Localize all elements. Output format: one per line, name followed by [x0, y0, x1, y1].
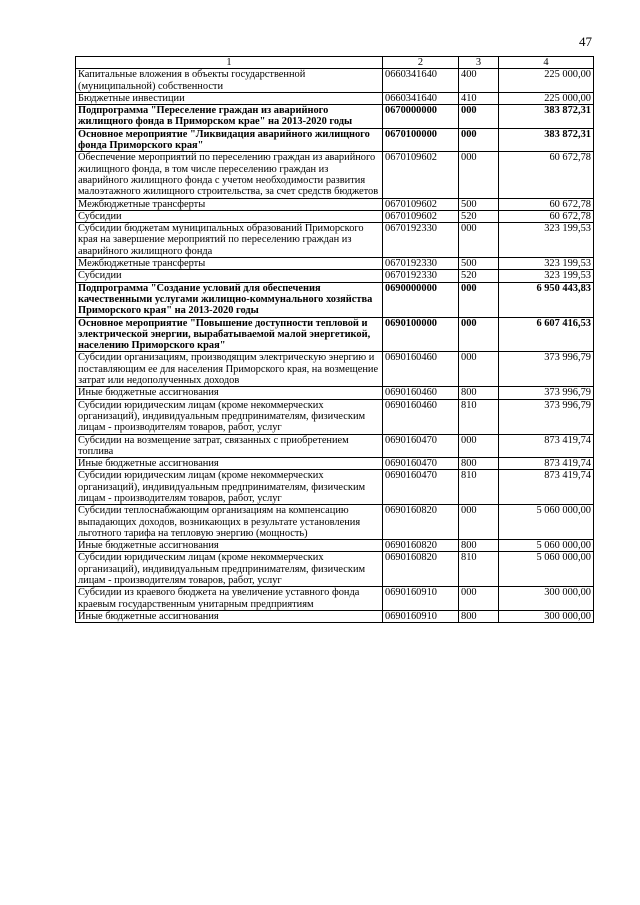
row-name-cell: Субсидии юридическим лицам (кроме некоммерческих организаций), индивидуальным предпринимателям, физическим лицам - производителям товаров, работ, услуг — [76, 399, 383, 434]
table-row — [76, 282, 594, 317]
row-amount-cell: 6 950 443,83 — [499, 282, 594, 317]
table-row — [76, 198, 594, 210]
row-code-cell: 0670100000 — [383, 128, 459, 152]
row-type-cell: 000 — [459, 352, 499, 387]
row-type-cell: 520 — [459, 210, 499, 222]
row-code-cell: 0670000000 — [383, 105, 459, 129]
table-row — [76, 258, 594, 270]
table-row — [76, 387, 594, 399]
row-code-cell: 0660341640 — [383, 69, 459, 93]
table-row — [76, 105, 594, 129]
row-code-cell: 0690160460 — [383, 399, 459, 434]
row-code-cell: 0690160910 — [383, 610, 459, 622]
row-amount-cell: 323 199,53 — [499, 270, 594, 282]
row-type-cell: 000 — [459, 105, 499, 129]
table-row — [76, 92, 594, 104]
table-row — [76, 587, 594, 611]
row-amount-cell: 383 872,31 — [499, 105, 594, 129]
row-type-cell: 800 — [459, 458, 499, 470]
row-name-cell: Межбюджетные трансферты — [76, 198, 383, 210]
header-col-3: 3 — [459, 57, 499, 69]
row-name-cell: Бюджетные инвестиции — [76, 92, 383, 104]
row-code-cell: 0690160470 — [383, 470, 459, 505]
row-code-cell: 0690160470 — [383, 458, 459, 470]
row-name-cell: Подпрограмма "Переселение граждан из аварийного жилищного фонда в Приморском крае" на 2013-2020 годы — [76, 105, 383, 129]
row-code-cell: 0690160820 — [383, 505, 459, 540]
header-col-1: 1 — [76, 57, 383, 69]
row-code-cell: 0670192330 — [383, 223, 459, 258]
row-type-cell: 500 — [459, 258, 499, 270]
row-name-cell: Капитальные вложения в объекты государственной (муниципальной) собственности — [76, 69, 383, 93]
table-row — [76, 458, 594, 470]
row-name-cell: Обеспечение мероприятий по переселению граждан из аварийного жилищного фонда, в том числе переселению граждан из аварийного жилищного фонда с учетом необходимости развития малоэтажного жилищного строительства, за счет средств бюджетов — [76, 152, 383, 198]
row-name-cell: Межбюджетные трансферты — [76, 258, 383, 270]
row-name-cell: Иные бюджетные ассигнования — [76, 610, 383, 622]
row-name-cell: Иные бюджетные ассигнования — [76, 540, 383, 552]
row-amount-cell: 225 000,00 — [499, 92, 594, 104]
row-name-cell: Субсидии теплоснабжающим организациям на компенсацию выпадающих доходов, возникающих в результате установления льготного тарифа на тепловую энергию (мощность) — [76, 505, 383, 540]
table-header-row — [76, 57, 594, 69]
row-type-cell: 800 — [459, 610, 499, 622]
row-amount-cell: 5 060 000,00 — [499, 505, 594, 540]
row-code-cell: 0670109602 — [383, 198, 459, 210]
row-name-cell: Подпрограмма "Создание условий для обеспечения качественными услугами жилищно-коммунального хозяйства Приморского края" на 2013-2020 годы — [76, 282, 383, 317]
row-amount-cell: 5 060 000,00 — [499, 540, 594, 552]
row-name-cell: Основное мероприятие "Ликвидация аварийного жилищного фонда Приморского края" — [76, 128, 383, 152]
row-amount-cell: 300 000,00 — [499, 587, 594, 611]
row-code-cell: 0690100000 — [383, 317, 459, 352]
row-type-cell: 000 — [459, 317, 499, 352]
row-amount-cell: 373 996,79 — [499, 387, 594, 399]
row-amount-cell: 5 060 000,00 — [499, 552, 594, 587]
row-amount-cell: 873 419,74 — [499, 458, 594, 470]
row-code-cell: 0690160470 — [383, 434, 459, 458]
table-row — [76, 352, 594, 387]
row-amount-cell: 383 872,31 — [499, 128, 594, 152]
row-name-cell: Основное мероприятие "Повышение доступности тепловой и электрической энергии, вырабатываемой малой энергетикой, населению Приморского края" — [76, 317, 383, 352]
row-code-cell: 0690160460 — [383, 387, 459, 399]
table-row — [76, 223, 594, 258]
table-row — [76, 610, 594, 622]
row-amount-cell: 60 672,78 — [499, 198, 594, 210]
row-type-cell: 810 — [459, 552, 499, 587]
table-row — [76, 552, 594, 587]
row-code-cell: 0690160820 — [383, 552, 459, 587]
table-row — [76, 128, 594, 152]
row-code-cell: 0670192330 — [383, 270, 459, 282]
row-type-cell: 000 — [459, 223, 499, 258]
row-name-cell: Субсидии — [76, 270, 383, 282]
row-amount-cell: 323 199,53 — [499, 223, 594, 258]
row-type-cell: 000 — [459, 587, 499, 611]
table-row — [76, 210, 594, 222]
row-code-cell: 0670109602 — [383, 210, 459, 222]
row-code-cell: 0670192330 — [383, 258, 459, 270]
row-type-cell: 000 — [459, 128, 499, 152]
row-code-cell: 0690160820 — [383, 540, 459, 552]
row-type-cell: 520 — [459, 270, 499, 282]
row-name-cell: Субсидии на возмещение затрат, связанных с приобретением топлива — [76, 434, 383, 458]
table-row — [76, 152, 594, 198]
row-amount-cell: 373 996,79 — [499, 352, 594, 387]
row-type-cell: 000 — [459, 505, 499, 540]
row-amount-cell: 323 199,53 — [499, 258, 594, 270]
row-name-cell: Субсидии из краевого бюджета на увеличение уставного фонда краевым государственным унитарным предприятиям — [76, 587, 383, 611]
row-type-cell: 500 — [459, 198, 499, 210]
row-amount-cell: 6 607 416,53 — [499, 317, 594, 352]
row-amount-cell: 60 672,78 — [499, 152, 594, 198]
table-body — [76, 69, 594, 623]
row-name-cell: Иные бюджетные ассигнования — [76, 458, 383, 470]
table-row — [76, 434, 594, 458]
budget-table — [75, 56, 594, 623]
row-type-cell: 000 — [459, 152, 499, 198]
row-type-cell: 000 — [459, 282, 499, 317]
table-row — [76, 69, 594, 93]
row-amount-cell: 873 419,74 — [499, 434, 594, 458]
row-type-cell: 810 — [459, 470, 499, 505]
table-row — [76, 540, 594, 552]
row-type-cell: 000 — [459, 434, 499, 458]
row-name-cell: Субсидии бюджетам муниципальных образований Приморского края на завершение мероприятий по переселению граждан из аварийного жилищного фонда — [76, 223, 383, 258]
table-row — [76, 505, 594, 540]
row-type-cell: 800 — [459, 540, 499, 552]
row-code-cell: 0660341640 — [383, 92, 459, 104]
page-number: 47 — [579, 34, 592, 49]
row-code-cell: 0690000000 — [383, 282, 459, 317]
table-row — [76, 470, 594, 505]
row-name-cell: Иные бюджетные ассигнования — [76, 387, 383, 399]
header-col-2: 2 — [383, 57, 459, 69]
header-col-4: 4 — [499, 57, 594, 69]
row-type-cell: 410 — [459, 92, 499, 104]
row-amount-cell: 60 672,78 — [499, 210, 594, 222]
row-amount-cell: 373 996,79 — [499, 399, 594, 434]
row-amount-cell: 225 000,00 — [499, 69, 594, 93]
row-type-cell: 810 — [459, 399, 499, 434]
row-name-cell: Субсидии юридическим лицам (кроме некоммерческих организаций), индивидуальным предпринимателям, физическим лицам - производителям товаров, работ, услуг — [76, 552, 383, 587]
table-row — [76, 270, 594, 282]
row-type-cell: 800 — [459, 387, 499, 399]
row-amount-cell: 873 419,74 — [499, 470, 594, 505]
row-code-cell: 0690160910 — [383, 587, 459, 611]
row-name-cell: Субсидии юридическим лицам (кроме некоммерческих организаций), индивидуальным предпринимателям, физическим лицам - производителям товаров, работ, услуг — [76, 470, 383, 505]
row-name-cell: Субсидии — [76, 210, 383, 222]
table-row — [76, 399, 594, 434]
row-amount-cell: 300 000,00 — [499, 610, 594, 622]
row-code-cell: 0690160460 — [383, 352, 459, 387]
row-name-cell: Субсидии организациям, производящим электрическую энергию и поставляющим ее для населения Приморского края, на возмещение затрат или недополученных доходов — [76, 352, 383, 387]
row-code-cell: 0670109602 — [383, 152, 459, 198]
table-row — [76, 317, 594, 352]
row-type-cell: 400 — [459, 69, 499, 93]
